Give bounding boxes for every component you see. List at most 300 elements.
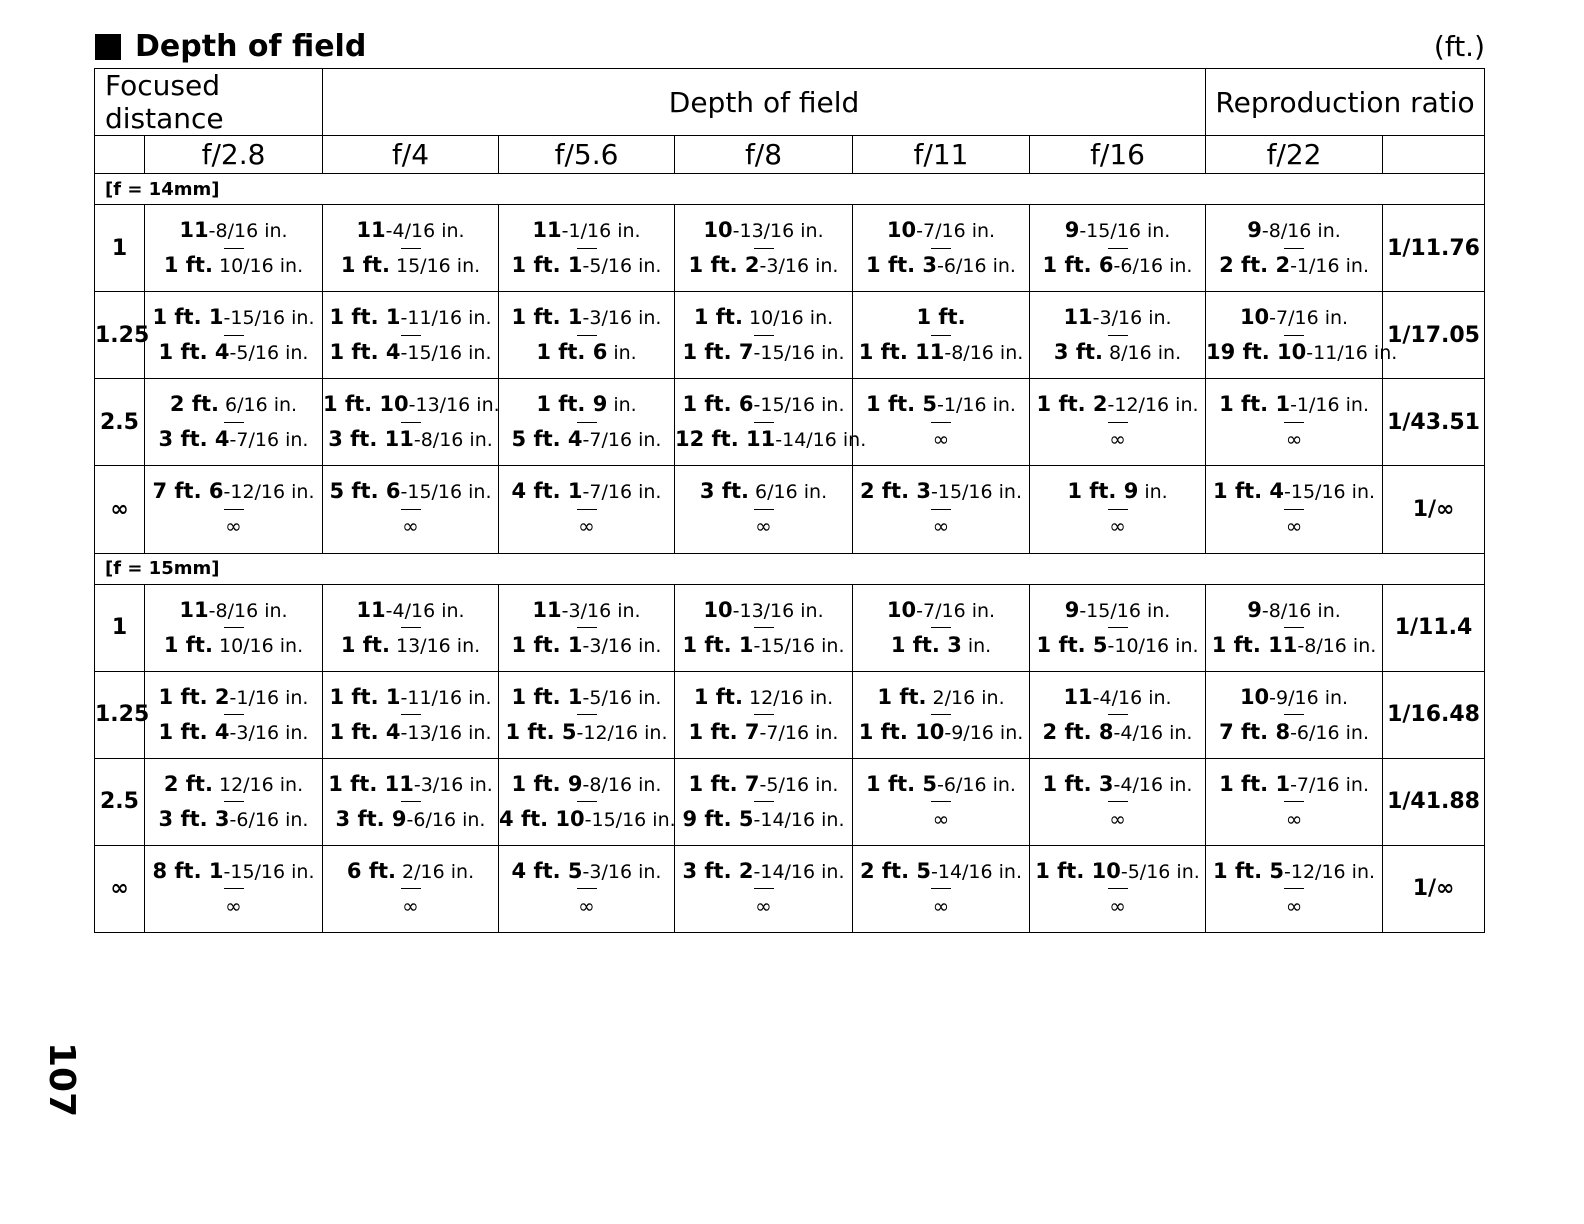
value-bold: 4 ft. 10 [499, 806, 585, 831]
cell-value-line [499, 305, 674, 330]
cell-value-line [323, 514, 498, 539]
value-text: -13/16 in. [732, 599, 824, 622]
cell-value-line [323, 305, 498, 330]
value-bold: 4 ft. 1 [511, 479, 583, 504]
cell-value-line [1030, 392, 1205, 417]
range-dash [499, 623, 674, 633]
cell-value-line [853, 720, 1029, 745]
header-spacer-right [1383, 136, 1485, 174]
range-dash [323, 623, 498, 633]
reproduction-ratio-cell: 1/41.88 [1383, 758, 1485, 845]
depth-range-cell [853, 205, 1030, 292]
value-bold: 1 ft. 1 [329, 305, 401, 330]
value-text: 12/16 in. [742, 686, 834, 709]
range-dash [499, 710, 674, 720]
range-dash [1206, 330, 1382, 340]
value-text: -4/16 in. [1113, 721, 1193, 744]
infinity-value: ∞ [932, 806, 950, 831]
value-text: in. [607, 342, 637, 365]
value-text: -8/16 in. [1261, 220, 1341, 243]
infinity-value: ∞ [755, 893, 772, 918]
value-bold: 1 ft. 3 [890, 632, 962, 657]
range-dash [499, 417, 674, 427]
cell-value-line [145, 894, 322, 919]
cell-value-line [675, 894, 852, 919]
table-row [95, 379, 1485, 466]
focused-distance-cell: 1 [95, 584, 145, 671]
depth-range-cell [499, 292, 675, 379]
cell-value-line [323, 807, 498, 832]
aperture-header: f/22 [1206, 136, 1383, 174]
depth-range-cell [1030, 758, 1206, 845]
range-dash [853, 884, 1029, 894]
value-text: 8/16 in. [1103, 342, 1182, 365]
value-bold: 1 ft. [340, 632, 390, 657]
value-text: -15/16 in. [223, 860, 315, 883]
value-bold: 3 ft. 3 [158, 806, 230, 831]
range-dash [1206, 623, 1382, 633]
depth-range-cell [145, 205, 323, 292]
cell-value-line [675, 392, 852, 417]
value-bold: 11 [1063, 684, 1093, 709]
cell-value-line [675, 305, 852, 330]
page-title: Depth of field [135, 29, 367, 64]
value-bold: 1 ft. [163, 253, 213, 278]
cell-value-line [853, 894, 1029, 919]
depth-range-cell [323, 671, 499, 758]
depth-range-cell [675, 379, 867, 466]
depth-range-cell [499, 845, 675, 932]
value-bold: 1 ft. 4 [158, 340, 230, 365]
cell-value-line [145, 807, 322, 832]
value-text: -6/16 in. [1113, 255, 1193, 278]
value-text: -8/16 in. [413, 429, 493, 452]
range-dash [499, 884, 674, 894]
cell-value-line [499, 685, 674, 710]
cell-value-line [1030, 859, 1205, 884]
range-dash [675, 243, 852, 253]
depth-range-cell [1030, 379, 1206, 466]
cell-value-line [323, 720, 498, 745]
value-bold: 1 ft. 9 [1067, 479, 1139, 504]
cell-value-line [853, 305, 1029, 330]
value-text: -3/16 in. [582, 307, 662, 330]
depth-range-cell [1206, 758, 1383, 845]
value-bold: 3 ft. 11 [328, 427, 414, 452]
value-bold: 2 ft. 3 [860, 479, 931, 504]
range-dash [145, 417, 322, 427]
cell-value-line [499, 392, 674, 417]
range-dash [1030, 884, 1205, 894]
cell-value-line [145, 305, 322, 330]
value-bold: 1 ft. 4 [329, 719, 401, 744]
cell-value-line [323, 340, 498, 365]
value-bold: 1 ft. 6 [682, 392, 754, 417]
value-bold: 1 ft. 11 [328, 771, 414, 796]
depth-range-cell [1206, 845, 1383, 932]
value-bold: 1 ft. 1 [1219, 392, 1291, 417]
value-text: -14/16 in. [753, 860, 845, 883]
value-text: -7/16 in. [916, 220, 996, 243]
table-row [95, 845, 1485, 932]
depth-range-cell [675, 466, 853, 553]
focused-distance-cell: 1.25 [95, 671, 145, 758]
cell-value-line [323, 598, 498, 623]
value-bold: 1 ft. [916, 305, 966, 330]
cell-value-line [499, 514, 674, 539]
range-dash [323, 504, 498, 514]
cell-value-line [323, 633, 498, 658]
infinity-value: ∞ [1285, 806, 1303, 831]
cell-value-line [853, 218, 1029, 243]
depth-range-cell [675, 292, 853, 379]
focused-distance-cell: ∞ [95, 466, 145, 553]
depth-range-cell [1206, 292, 1398, 379]
value-bold: 1 ft. [163, 632, 213, 657]
depth-range-cell [853, 671, 1030, 758]
range-dash [145, 330, 322, 340]
value-text: -15/16 in. [753, 634, 845, 657]
value-text: -1/16 in. [561, 220, 641, 243]
unit-label: (ft.) [1433, 30, 1485, 63]
value-bold: 1 ft. [877, 684, 927, 709]
value-bold: 11 [179, 218, 209, 243]
cell-value-line [853, 253, 1029, 278]
cell-value-line [1030, 340, 1205, 365]
value-text: -7/16 in. [582, 429, 662, 452]
infinity-value: ∞ [1285, 427, 1303, 452]
value-bold: 7 ft. 8 [1219, 719, 1291, 744]
cell-value-line [1206, 253, 1382, 278]
value-bold: 1 ft. 11 [1211, 632, 1298, 657]
depth-range-cell [323, 845, 499, 932]
value-bold: 9 [1064, 597, 1080, 622]
value-bold: 1 ft. 1 [511, 684, 583, 709]
cell-value-line [145, 340, 322, 365]
cell-value-line [145, 772, 322, 797]
value-bold: 1 ft. 5 [866, 771, 938, 796]
infinity-value: ∞ [755, 514, 772, 539]
value-text: -15/16 in. [1079, 599, 1171, 622]
cell-value-line [1206, 218, 1382, 243]
cell-value-line [675, 479, 852, 504]
value-text: 6/16 in. [218, 394, 298, 417]
value-bold: 1 ft. 3 [1042, 771, 1114, 796]
range-dash [499, 797, 674, 807]
infinity-value: ∞ [932, 427, 950, 452]
value-text: -1/16 in. [229, 686, 309, 709]
depth-range-cell [499, 671, 675, 758]
value-bold: 2 ft. 2 [1219, 253, 1291, 278]
reproduction-ratio-cell: 1/11.4 [1383, 584, 1485, 671]
value-bold: 1 ft. 4 [329, 340, 401, 365]
cell-value-line [675, 218, 852, 243]
cell-value-line [323, 859, 498, 884]
value-bold: 1 ft. [340, 253, 390, 278]
depth-range-cell [145, 466, 323, 553]
range-dash [1206, 710, 1382, 720]
value-text: -6/16 in. [1290, 721, 1369, 744]
cell-value-line [1030, 253, 1205, 278]
infinity-value: ∞ [1109, 427, 1126, 452]
depth-range-cell [499, 379, 675, 466]
infinity-value: ∞ [225, 893, 242, 918]
aperture-header: f/11 [853, 136, 1030, 174]
value-text: -5/16 in. [229, 342, 309, 365]
cell-value-line [1206, 479, 1382, 504]
value-text: -9/16 in. [944, 721, 1024, 744]
cell-value-line [1206, 340, 1398, 365]
cell-value-line [1030, 772, 1205, 797]
infinity-value: ∞ [932, 893, 950, 918]
value-text: -7/16 in. [582, 481, 662, 504]
depth-range-cell [853, 379, 1030, 466]
value-text: -12/16 in. [223, 481, 315, 504]
depth-range-cell [323, 758, 499, 845]
depth-range-cell [323, 466, 499, 553]
depth-of-field-header: Depth of field [323, 69, 1206, 136]
reproduction-ratio-cell: 1/17.05 [1383, 292, 1485, 379]
cell-value-line [1030, 598, 1205, 623]
range-dash [145, 797, 322, 807]
value-bold: 3 ft. 9 [335, 806, 407, 831]
value-text: -6/16 in. [937, 255, 1016, 278]
cell-value-line [853, 392, 1029, 417]
depth-range-cell [1030, 205, 1206, 292]
focal-length-label: [f = 14mm] [95, 174, 1485, 205]
value-bold: 3 ft. 4 [158, 427, 230, 452]
cell-value-line [499, 479, 674, 504]
value-text: -13/16 in. [400, 721, 492, 744]
cell-value-line [323, 253, 498, 278]
header-spacer-left [95, 136, 145, 174]
cell-value-line [145, 859, 322, 884]
value-text: -11/16 in. [400, 686, 492, 709]
cell-value-line [1030, 479, 1205, 504]
value-bold: 10 [703, 218, 733, 243]
table-row [95, 292, 1485, 379]
value-text: -4/16 in. [385, 599, 465, 622]
cell-value-line [1030, 807, 1205, 832]
cell-value-line [1206, 859, 1382, 884]
value-text: -15/16 in. [400, 481, 492, 504]
page-number: 107 [41, 1042, 82, 1118]
value-bold: 10 [703, 597, 733, 622]
value-text: -3/16 in. [759, 255, 839, 278]
aperture-header: f/16 [1030, 136, 1206, 174]
value-text: -3/16 in. [1092, 307, 1172, 330]
value-bold: 9 [1247, 597, 1262, 622]
cell-value-line [499, 859, 674, 884]
range-dash [675, 884, 852, 894]
depth-range-cell [323, 584, 499, 671]
range-dash [145, 710, 322, 720]
value-bold: 1 ft. 5 [505, 719, 577, 744]
focal-length-label: [f = 15mm] [95, 553, 1485, 584]
value-text: -8/16 in. [1297, 634, 1377, 657]
cell-value-line [1206, 894, 1382, 919]
aperture-header: f/2.8 [145, 136, 323, 174]
infinity-value: ∞ [1109, 806, 1126, 831]
focused-distance-cell: 2.5 [95, 758, 145, 845]
value-bold: 1 ft. 10 [1035, 858, 1121, 883]
focused-distance-cell: 1 [95, 205, 145, 292]
cell-value-line [499, 340, 674, 365]
value-bold: 2 ft. 8 [1042, 719, 1114, 744]
cell-value-line [1030, 427, 1205, 452]
focused-distance-header: Focused distance [95, 69, 323, 136]
value-bold: 1 ft. 3 [866, 253, 938, 278]
reproduction-ratio-cell: 1/11.76 [1383, 205, 1485, 292]
value-bold: 1 ft. 7 [682, 340, 754, 365]
value-text: -8/16 in. [208, 599, 288, 622]
cell-value-line [1206, 427, 1382, 452]
value-text: -3/16 in. [582, 634, 662, 657]
value-text: -7/16 in. [229, 429, 309, 452]
reproduction-ratio-cell: 1/∞ [1383, 466, 1485, 553]
value-bold: 10 [886, 218, 917, 243]
value-bold: 11 [532, 597, 562, 622]
value-bold: 1 ft. 6 [1042, 253, 1114, 278]
range-dash [853, 243, 1029, 253]
aperture-header: f/4 [323, 136, 499, 174]
depth-range-cell [499, 466, 675, 553]
cell-value-line [1030, 218, 1205, 243]
range-dash [323, 710, 498, 720]
value-text: 6/16 in. [749, 481, 828, 504]
value-text: -12/16 in. [1107, 394, 1199, 417]
cell-value-line [853, 685, 1029, 710]
value-bold: 1 ft. 5 [1213, 858, 1285, 883]
depth-range-cell [675, 205, 853, 292]
value-text: -5/16 in. [1120, 860, 1200, 883]
cell-value-line [675, 340, 852, 365]
range-dash [499, 504, 674, 514]
range-dash [499, 330, 674, 340]
cell-value-line [499, 894, 674, 919]
cell-value-line [1206, 772, 1382, 797]
range-dash [1206, 417, 1382, 427]
depth-range-cell [675, 758, 853, 845]
table-row [95, 466, 1485, 553]
value-bold: 1 ft. 1 [511, 253, 583, 278]
infinity-value: ∞ [1109, 893, 1126, 918]
depth-range-cell [675, 671, 853, 758]
cell-value-line [853, 859, 1029, 884]
value-bold: 1 ft. 1 [1219, 771, 1291, 796]
cell-value-line [1030, 305, 1205, 330]
cell-value-line [145, 514, 322, 539]
value-text: -15/16 in. [584, 808, 676, 831]
value-bold: 1 ft. 7 [688, 719, 760, 744]
aperture-header: f/5.6 [499, 136, 675, 174]
table-row [95, 205, 1485, 292]
depth-range-cell [323, 205, 499, 292]
value-bold: 10 [886, 597, 917, 622]
cell-value-line [853, 340, 1029, 365]
cell-value-line [853, 479, 1029, 504]
infinity-value: ∞ [402, 514, 419, 539]
cell-value-line [1206, 720, 1382, 745]
range-dash [1030, 504, 1205, 514]
range-dash [145, 623, 322, 633]
cell-value-line [323, 218, 498, 243]
range-dash [675, 330, 852, 340]
value-text: in. [1138, 481, 1168, 504]
value-text: -6/16 in. [229, 808, 309, 831]
header-row-apertures [95, 136, 1485, 174]
value-bold: 12 ft. 11 [675, 427, 776, 452]
infinity-value: ∞ [1285, 893, 1303, 918]
depth-range-cell [853, 466, 1030, 553]
infinity-value: ∞ [225, 514, 242, 539]
depth-range-cell [145, 379, 323, 466]
range-dash [323, 884, 498, 894]
cell-value-line [145, 685, 322, 710]
infinity-value: ∞ [402, 893, 419, 918]
range-dash [1030, 417, 1205, 427]
value-text: -7/16 in. [1269, 307, 1349, 330]
infinity-value: ∞ [1285, 514, 1303, 539]
cell-value-line [323, 427, 498, 452]
cell-value-line [675, 514, 852, 539]
depth-range-cell [1206, 584, 1383, 671]
reproduction-ratio-cell: 1/43.51 [1383, 379, 1485, 466]
value-text: -14/16 in. [753, 808, 845, 831]
cell-value-line [1206, 392, 1382, 417]
cell-value-line [145, 479, 322, 504]
value-text: -8/16 in. [1261, 599, 1341, 622]
cell-value-line [145, 598, 322, 623]
range-dash [675, 797, 852, 807]
range-dash [499, 243, 674, 253]
infinity-value: ∞ [1109, 514, 1126, 539]
value-bold: 10 [1239, 684, 1270, 709]
cell-value-line [675, 598, 852, 623]
cell-value-line [1206, 598, 1382, 623]
range-dash [145, 884, 322, 894]
range-dash [1206, 884, 1382, 894]
range-dash [323, 243, 498, 253]
value-bold: 1 ft. 1 [682, 632, 754, 657]
value-bold: 1 ft. 4 [158, 719, 230, 744]
value-bold: 1 ft. 11 [858, 340, 945, 365]
value-text: -15/16 in. [753, 394, 845, 417]
range-dash [853, 710, 1029, 720]
cell-value-line [1030, 720, 1205, 745]
range-dash [1030, 623, 1205, 633]
value-bold: 1 ft. 5 [866, 392, 938, 417]
value-text: -5/16 in. [582, 255, 662, 278]
value-bold: 1 ft. 7 [688, 771, 760, 796]
cell-value-line [1206, 305, 1382, 330]
value-text: -15/16 in. [753, 342, 845, 365]
value-bold: 10 [1239, 305, 1270, 330]
range-dash [675, 623, 852, 633]
value-bold: 4 ft. 5 [511, 858, 583, 883]
reproduction-ratio-header: Reproduction ratio [1206, 69, 1485, 136]
cell-value-line [1030, 514, 1205, 539]
value-bold: 1 ft. 2 [158, 684, 230, 709]
cell-value-line [1206, 807, 1382, 832]
range-dash [1030, 330, 1205, 340]
value-bold: 2 ft. 5 [860, 858, 931, 883]
value-text: in. [961, 634, 992, 657]
depth-range-cell [1206, 671, 1383, 758]
value-bold: 6 ft. [346, 858, 396, 883]
value-text: -15/16 in. [223, 307, 315, 330]
value-bold: 7 ft. 6 [152, 479, 224, 504]
